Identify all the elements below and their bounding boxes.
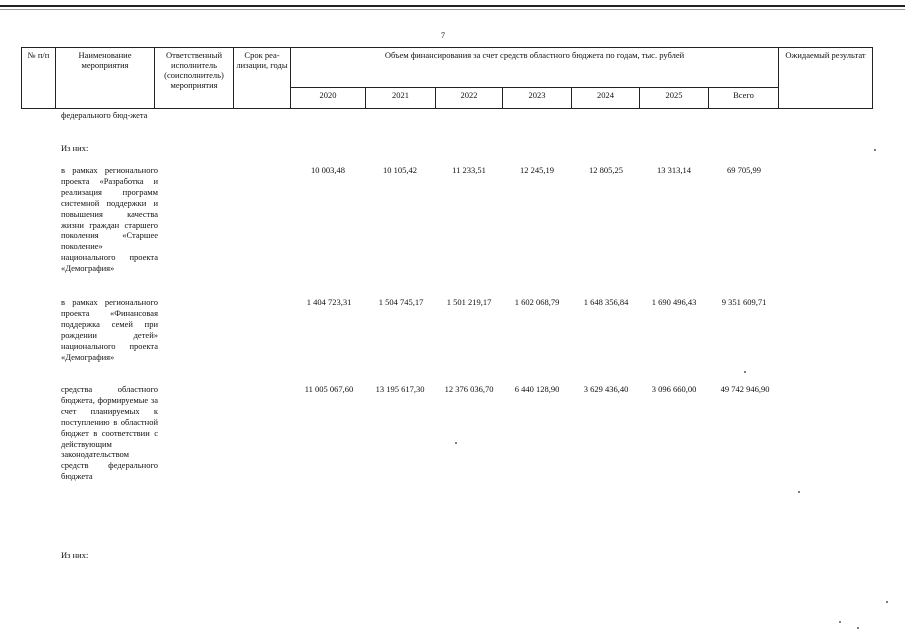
header-name: Наименование мероприятия: [55, 47, 155, 109]
header-year-total: Всего: [708, 87, 779, 109]
header-year-2025: 2025: [639, 87, 709, 109]
cell-family-2023: 1 602 068,79: [514, 297, 560, 307]
cell-regional-2021: 13 195 617,30: [375, 384, 425, 394]
scan-speck: [455, 442, 457, 444]
top-border-line: [0, 5, 905, 7]
header-year-2022: 2022: [435, 87, 503, 109]
cell-family-2021: 1 504 745,17: [378, 297, 424, 307]
header-responsible: Ответственный исполнитель (соисполнитель) мероприятия: [154, 47, 234, 109]
header-no: № п/п: [21, 47, 56, 109]
scan-speck: [744, 371, 746, 373]
cell-family-2020: 1 404 723,31: [306, 297, 352, 307]
row-label-of-which-2: Из них:: [61, 550, 89, 560]
cell-regional-2022: 12 376 036,70: [444, 384, 494, 394]
scan-speck: [886, 601, 888, 603]
row-label-older-generation-project: в рамках регионального проекта «Разработка и реализация программ системной поддержки и повышения качества жизни граждан старшего поколения «Старшее поколение» национального проекта «Демография»: [61, 165, 158, 274]
cell-family-2025: 1 690 496,43: [651, 297, 697, 307]
cell-older-gen-2023: 12 245,19: [520, 165, 554, 175]
cell-family-2022: 1 501 219,17: [446, 297, 492, 307]
scan-speck: [839, 621, 841, 623]
scan-speck: [874, 149, 876, 151]
row-label-family-support-project: в рамках регионального проекта «Финансовая поддержка семей при рождении детей» национального проекта «Демография»: [61, 297, 158, 362]
header-year-2023: 2023: [502, 87, 572, 109]
cell-older-gen-2025: 13 313,14: [657, 165, 691, 175]
top-border-line-secondary: [0, 9, 905, 10]
cell-family-2024: 1 648 356,84: [583, 297, 629, 307]
page-number: 7: [441, 31, 445, 40]
cell-older-gen-2024: 12 805,25: [589, 165, 623, 175]
scan-speck: [857, 627, 859, 629]
cell-family-total: 9 351 609,71: [721, 297, 767, 307]
cell-older-gen-2021: 10 105,42: [383, 165, 417, 175]
cell-regional-total: 49 742 946,90: [720, 384, 770, 394]
row-label-federal-budget-continued: федерального бюд-жета: [61, 110, 148, 120]
cell-older-gen-2020: 10 003,48: [311, 165, 345, 175]
cell-regional-2024: 3 629 436,40: [583, 384, 629, 394]
header-funding: Объем финансирования за счет средств областного бюджета по годам, тыс. рублей: [290, 47, 779, 88]
header-year-2024: 2024: [571, 87, 640, 109]
cell-regional-2025: 3 096 660,00: [651, 384, 697, 394]
cell-older-gen-total: 69 705,99: [727, 165, 761, 175]
header-term: Срок реа-лизации, годы: [233, 47, 291, 109]
cell-regional-2023: 6 440 128,90: [514, 384, 560, 394]
header-year-2020: 2020: [290, 87, 366, 109]
cell-older-gen-2022: 11 233,51: [452, 165, 486, 175]
header-result: Ожидаемый результат: [778, 47, 873, 109]
header-year-2021: 2021: [365, 87, 436, 109]
row-label-regional-budget-federal-funds: средства областного бюджета, формируемые за счет планируемых к поступлению в областной бюджет в соответствии с действующим законодательством средств федерального бюджета: [61, 384, 158, 482]
scan-speck: [798, 491, 800, 493]
cell-regional-2020: 11 005 067,60: [304, 384, 354, 394]
row-label-of-which-1: Из них:: [61, 143, 89, 153]
